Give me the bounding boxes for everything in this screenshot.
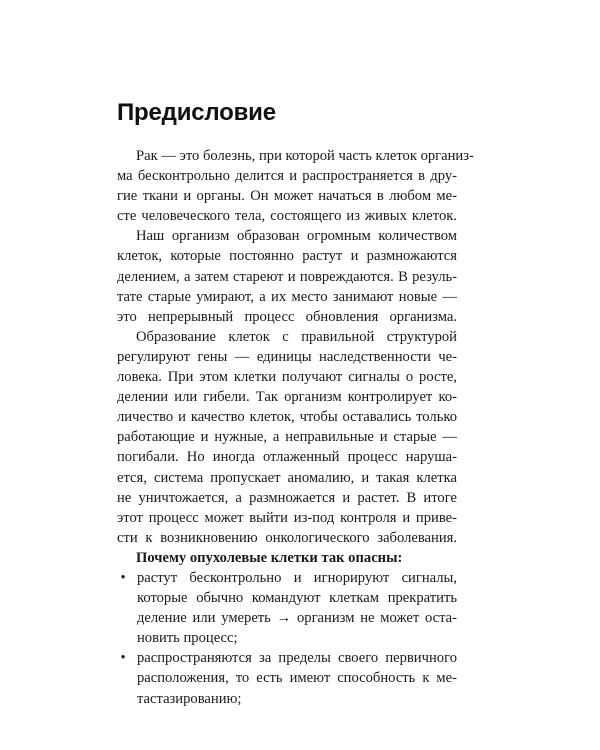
text-line: сте человеческого тела, состоящего из живых клеток. [117, 208, 457, 225]
text-line: не уничтожается, а размножается и растет. В итоге [117, 489, 457, 506]
text-line: делением, а затем стареют и повреждаются. В резуль- [117, 268, 457, 285]
text-line: ется, система пропускает аномалию, и такая клетка [117, 469, 457, 486]
text-line: работающие и нужные, а неправильные и старые — [117, 429, 457, 446]
text-line: регулируют гены — единицы наследственности че- [117, 348, 457, 365]
list-item-text: распространяются за пределы своего первичного [137, 650, 457, 667]
bullet-list [117, 568, 457, 709]
text-line: клеток, которые постоянно растут и размножаются [117, 248, 457, 265]
text-line: расположения, то есть имеют способность к ме- [137, 670, 457, 687]
text-line: Рак — это болезнь, при которой часть клеток организ- [136, 148, 474, 164]
text-line: личество и качество клеток, чтобы оставались только [117, 409, 457, 426]
text-line: новить процесс; [137, 630, 238, 647]
paragraph-2 [117, 226, 457, 326]
text-line: это непрерывный процесс обновления организма. [117, 308, 457, 325]
text-line: Образование клеток с правильной структурой [136, 328, 457, 345]
list-item [117, 568, 457, 648]
text-line: делении или гибели. Так организм контролирует ко- [117, 389, 457, 406]
text-line: этот процесс может выйти из-под контроля и приве- [117, 509, 457, 526]
paragraph-3 [117, 327, 457, 548]
text-line: деление или умереть → организм не может оста- [137, 610, 457, 627]
text-line: ма бесконтрольно делится и распространяется в дру- [117, 168, 457, 185]
text-line: погибали. Но иногда отлаженный процесс наруша- [117, 449, 457, 466]
paragraph-1 [117, 146, 474, 226]
body-text [117, 146, 474, 709]
text-line: Наш организм образован огромным количеством [136, 228, 457, 245]
text-line: тате старые умирают, а их место занимают новые — [117, 288, 457, 305]
text-line: тастазированию; [137, 690, 242, 707]
bullet-icon: • [120, 569, 126, 586]
list-item-text: растут бесконтрольно и игнорируют сигналы, [137, 569, 457, 586]
text-line [120, 568, 457, 588]
text-line: ловека. При этом клетки получают сигналы о росте, [117, 369, 457, 386]
chapter-title: Предисловие [117, 99, 276, 126]
list-item [117, 648, 457, 708]
text-line: гие ткани и органы. Он может начаться в любом ме- [117, 188, 457, 205]
text-line: которые обычно командуют клеткам прекратить [137, 590, 457, 607]
text-line [120, 648, 457, 668]
bullet-icon: • [120, 650, 126, 667]
subheading: Почему опухолевые клетки так опасны: [136, 549, 403, 566]
text-line: сти к возникновению онкологического заболевания. [117, 529, 457, 546]
